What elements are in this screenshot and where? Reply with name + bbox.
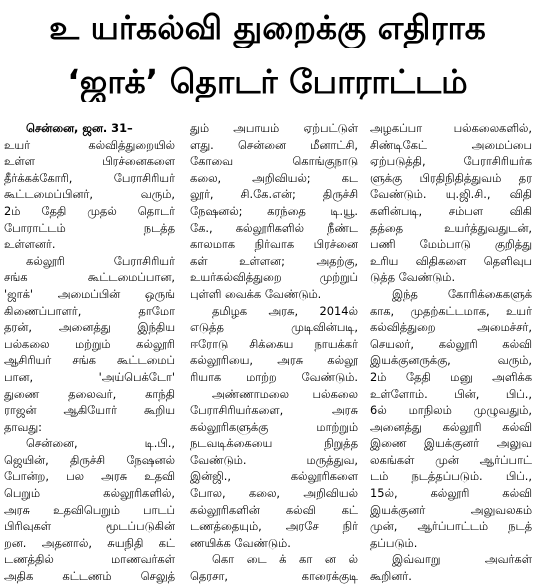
article-line: வேண்டும். மருத்துவ, — [190, 452, 358, 467]
article-line: ணயிக்க வேண்டும். — [190, 535, 291, 550]
article-line: இந்த கோரிக்கைகளுக் — [392, 286, 532, 301]
article-line: 15ல், கல்லூரி கல்வி — [370, 486, 532, 501]
article-line: கல்லூரியை, அரசு கல்லூ — [190, 353, 358, 368]
article-line: தும் அபாயம் ஏற்பட்டுள் — [190, 121, 358, 135]
article-line: டணத்தில் மாணவர்கள் — [4, 552, 175, 567]
article-line: ராஜன் ஆகியோர் கூறிய — [4, 403, 175, 418]
article-line: பான, 'அய்பெக்டோ' — [4, 369, 175, 384]
article-line: கே., கல்லூரிகளில் நீண்ட — [190, 220, 358, 235]
article-line: உயர் கல்வித்துறையில் — [4, 137, 175, 152]
article-line: டணத்தையும், அரசே நிர் — [190, 519, 358, 534]
article-line: அழகப்பா பல்கலைகளில், — [370, 121, 532, 135]
article-line: களின்படி, சம்பள விகி — [370, 203, 532, 218]
article-line: கூறினர். — [370, 569, 412, 584]
article-line: போராட்டம் நடத்த — [4, 220, 175, 235]
article-line: சிண்டிகேட் அமைப்பை — [370, 137, 532, 152]
headline-line-2: ‘ஜாக்’ தொடர் போராட்டம் — [67, 62, 468, 101]
article-line: அண்ணாமலை பல்கலை — [212, 386, 358, 401]
article-line: 2ம் தேதி முதல் தொடர் — [4, 203, 175, 218]
article-line: உயர்கல்வித்துறை முற்றுப் — [190, 270, 358, 285]
article-line: அரசு உதவிபெறும் பாடப் — [4, 502, 175, 517]
article-line: 6ல் மாநிலம் முழுவதும், — [370, 403, 532, 418]
article-line: தரன், அனைத்து இந்திய — [4, 320, 175, 335]
article-line: கல்லூரிகளின் கல்வி கட் — [190, 502, 358, 517]
article-line: நேஷனல்; கரந்தை டி.யூ. — [190, 203, 358, 218]
article-line: கல்லூரிகளுக்கு மாற்றும் — [190, 419, 358, 434]
article-line: பல்கலை மற்றும் கல்லூரி — [4, 336, 175, 351]
article-line: உரிய விதிகளை தெளிவுப — [370, 253, 532, 268]
article-line: பேராசிரியர்களை, அரசு — [190, 403, 358, 418]
article-line: நடவடிக்கையை நிறுத்த — [190, 436, 358, 451]
article-line: இயக்குனருக்கு, வரும், — [370, 353, 532, 368]
article-line: லகங்கள் முன் ஆர்ப்பாட் — [370, 452, 532, 467]
article-line: தெரசா, காரைக்குடி — [190, 569, 358, 584]
article-line: சென்னை, ஜன. 31– — [26, 121, 133, 135]
article-line: புள்ளி வைக்க வேண்டும். — [190, 286, 322, 301]
article-line: லூர், சி.கே.என்; திருச்சி — [190, 187, 358, 202]
article-line: கூட்டமைப்பினர், வரும், — [4, 187, 175, 202]
article-line: காலமாக நிர்வாக பிரச்னை — [190, 237, 358, 252]
article-line: இணை இயக்குனர் அலுவ — [370, 436, 532, 451]
article-line: கிணைப்பாளர், தாமோ — [4, 303, 175, 318]
article-line: டுத்த வேண்டும். — [370, 270, 456, 285]
article-line: துணை தலைவர், காந்தி — [4, 386, 175, 401]
article-line: போல, கலை, அறிவியல் — [190, 486, 358, 501]
article-line: கலை, அறிவியல்; கட — [190, 170, 358, 185]
article-line: ஜெயின், திருச்சி நேஷனல் — [4, 452, 175, 467]
article-line: கள் உள்ளன; அதற்கு, — [190, 253, 358, 268]
article-line: முன், ஆர்ப்பாட்டம் நடத் — [370, 519, 532, 534]
article-line: தாவது: — [4, 419, 42, 434]
article-line: உள்ளனர். — [4, 237, 56, 252]
article-line: சங்க கூட்டமைப்பான, — [4, 270, 175, 285]
article-line: வேண்டும். யு.ஜி.சி., விதி — [370, 187, 532, 202]
article-line: பெறும் கல்லூரிகளில், — [4, 486, 175, 501]
article-line: 2ம் தேதி மனு அளிக்க — [370, 369, 532, 384]
article-line: கொ டை க் கா ன ல் — [212, 552, 358, 567]
article-line: கல்வித்துறை அமைச்சர், — [370, 320, 532, 335]
article-line: ஏற்படுத்தி, பேராசிரியர்க — [370, 154, 532, 169]
article-line: காக, முதற்கட்டமாக, உயர் — [370, 303, 532, 318]
article-line: இன்ஜி., கல்லூரிகளை — [190, 469, 358, 484]
article-line: பிரிவுகள் மூடப்படுகின் — [4, 519, 175, 534]
article-line: தத்தை உயர்த்துவதுடன், — [370, 220, 532, 235]
article-line: டம் நடத்தப்படும். பிப்., — [370, 469, 532, 484]
article-line: தமிழக அரசு, 2014ல் — [212, 303, 358, 318]
article-line: கோவை கொங்குநாடு — [190, 154, 358, 169]
article-line: உள்ள பிரச்னைகளை — [4, 154, 175, 169]
article-line: போன்ற, பல அரசு உதவி — [4, 469, 175, 484]
article-line: அனைத்து கல்லூரி கல்வி — [370, 419, 532, 434]
article-line: ளுக்கு பிரதிநிதித்துவம் தர — [370, 170, 532, 185]
headline-line-1: உ யர்கல்வி துறைக்கு எதிராக — [49, 8, 486, 47]
article-line: ரியாக மாற்ற வேண்டும். — [190, 369, 358, 384]
article-line: செயலர், கல்லூரி கல்வி — [370, 336, 532, 351]
article-line: ஈரோடு சிக்கைய நாயக்கர் — [190, 336, 358, 351]
article-line: கல்லூரி பேராசிரியர் — [26, 253, 175, 268]
article-line: எடுத்த முடிவின்படி, — [190, 320, 358, 335]
article-line: உள்ளோம். பின், பிப்., — [370, 386, 532, 401]
article-column-2 — [190, 120, 358, 585]
article-line: இவ்வாறு அவர்கள் — [392, 552, 532, 567]
article-column-1 — [4, 120, 175, 585]
article-line: அதிக கட்டணம் செலுத் — [4, 569, 175, 584]
article-column-3 — [370, 120, 532, 585]
article-line: தீர்க்கக்கோரி, பேராசிரியர் — [4, 170, 175, 185]
article-line: தப்படும். — [370, 535, 418, 550]
article-line: 'ஜாக்' அமைப்பின் ஒருங் — [4, 286, 175, 301]
article-line: இயக்குனர் அலுவலகம் — [370, 502, 532, 517]
article-line: றன. அதனால், சுயநிதி கட் — [4, 535, 175, 550]
article-line: ளது. சென்னை மீனாட்சி, — [190, 137, 358, 152]
article-line: ஆசிரியர் சங்க கூட்டமைப் — [4, 353, 175, 368]
article-line: சென்னை, டி.பி., — [26, 436, 175, 451]
article-line: பணி மேம்பாடு குறித்து — [370, 237, 532, 252]
